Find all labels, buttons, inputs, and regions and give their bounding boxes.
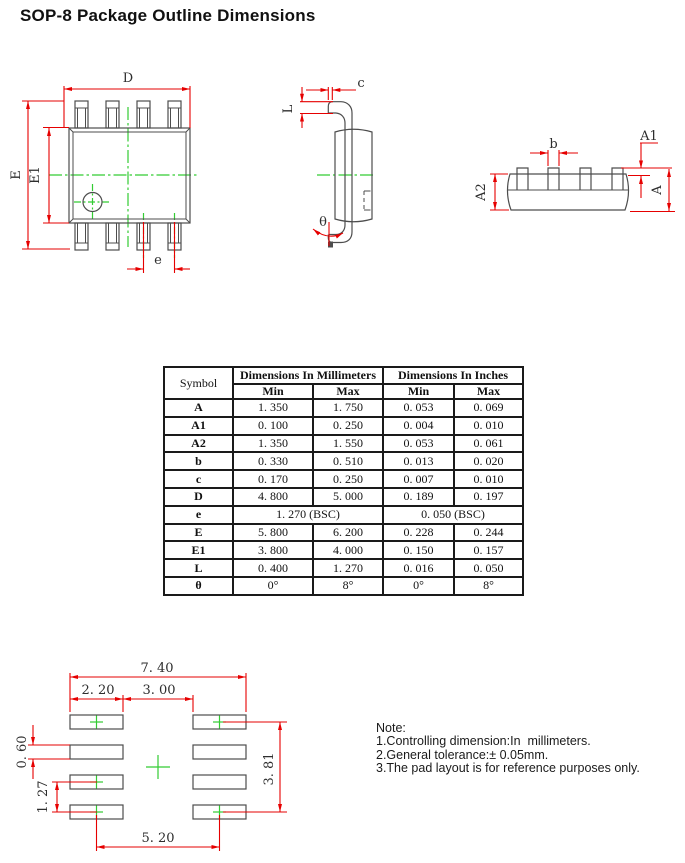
mm-min-cell: 1. 350 bbox=[233, 435, 313, 453]
symbol-cell: L bbox=[164, 559, 233, 577]
symbol-cell: D bbox=[164, 488, 233, 506]
dimensions-table bbox=[163, 366, 524, 596]
col-header-mm: Dimensions In Millimeters bbox=[233, 367, 383, 384]
in-bsc-cell: 0. 050 (BSC) bbox=[383, 506, 523, 524]
in-min-cell: 0. 228 bbox=[383, 524, 454, 542]
note-1: 1.Controlling dimension:In millimeters. bbox=[376, 734, 591, 749]
in-max-cell: 0. 010 bbox=[454, 470, 523, 488]
col-header-in-min: Min bbox=[383, 384, 454, 399]
in-max-cell: 0. 157 bbox=[454, 541, 523, 559]
mm-min-cell: 3. 800 bbox=[233, 541, 313, 559]
page-title: SOP-8 Package Outline Dimensions bbox=[20, 6, 316, 25]
mm-max-cell: 0. 510 bbox=[313, 452, 383, 470]
symbol-cell: A2 bbox=[164, 435, 233, 453]
dim-label-D: D bbox=[122, 71, 134, 86]
in-max-cell: 0. 197 bbox=[454, 488, 523, 506]
in-min-cell: 0. 004 bbox=[383, 417, 454, 435]
layout-center-mark bbox=[146, 755, 170, 779]
symbol-cell: c bbox=[164, 470, 233, 488]
dim-A2 bbox=[474, 174, 509, 210]
mm-min-cell: 0. 330 bbox=[233, 452, 313, 470]
dim-label-pad-width: 2. 20 bbox=[81, 683, 115, 698]
end-view-drawing bbox=[468, 105, 685, 225]
pad-center-marks bbox=[90, 716, 226, 819]
symbol-cell: b bbox=[164, 452, 233, 470]
table-row bbox=[164, 399, 523, 417]
col-header-symbol: Symbol bbox=[164, 367, 233, 399]
in-min-cell: 0. 016 bbox=[383, 559, 454, 577]
mm-min-cell: 4. 800 bbox=[233, 488, 313, 506]
in-max-cell: 0. 050 bbox=[454, 559, 523, 577]
in-min-cell: 0. 053 bbox=[383, 435, 454, 453]
in-min-cell: 0. 150 bbox=[383, 541, 454, 559]
dim-label-pad-height: 0. 60 bbox=[15, 735, 30, 769]
note-3: 3.The pad layout is for reference purposes only. bbox=[376, 761, 640, 776]
dim-b bbox=[530, 137, 578, 166]
dim-label-c: c bbox=[357, 76, 365, 91]
dim-label-b: b bbox=[549, 137, 558, 152]
dim-D bbox=[64, 71, 190, 128]
in-max-cell: 0. 244 bbox=[454, 524, 523, 542]
dim-label-theta: θ bbox=[319, 215, 327, 230]
mm-max-cell: 5. 000 bbox=[313, 488, 383, 506]
dim-label-overall-width: 7. 40 bbox=[140, 661, 174, 676]
in-min-cell: 0° bbox=[383, 577, 454, 595]
dim-pitch bbox=[36, 780, 97, 813]
table-row bbox=[164, 417, 523, 435]
dim-pad-width-and-gap bbox=[70, 683, 193, 712]
table-row bbox=[164, 577, 523, 595]
mm-min-cell: 5. 800 bbox=[233, 524, 313, 542]
mm-min-cell: 0. 170 bbox=[233, 470, 313, 488]
col-header-mm-min: Min bbox=[233, 384, 313, 399]
table-row bbox=[164, 470, 523, 488]
mm-max-cell: 0. 250 bbox=[313, 417, 383, 435]
package-body-end-view bbox=[507, 174, 628, 210]
symbol-cell: θ bbox=[164, 577, 233, 595]
mm-bsc-cell: 1. 270 (BSC) bbox=[233, 506, 383, 524]
mm-min-cell: 1. 350 bbox=[233, 399, 313, 417]
mm-min-cell: 0. 100 bbox=[233, 417, 313, 435]
dim-label-E1: E1 bbox=[28, 166, 43, 184]
dim-label-A2: A2 bbox=[474, 183, 489, 201]
symbol-cell: E bbox=[164, 524, 233, 542]
notes-block bbox=[376, 722, 640, 776]
notes-heading: Note: bbox=[376, 721, 406, 735]
top-view-drawing bbox=[8, 68, 218, 283]
table-row bbox=[164, 559, 523, 577]
symbol-cell: E1 bbox=[164, 541, 233, 559]
dim-bottom-span bbox=[97, 815, 220, 851]
table-row bbox=[164, 488, 523, 506]
in-max-cell: 0. 069 bbox=[454, 399, 523, 417]
dim-E1 bbox=[28, 128, 69, 224]
mm-max-cell: 1. 270 bbox=[313, 559, 383, 577]
col-header-mm-max: Max bbox=[313, 384, 383, 399]
note-2: 2.General tolerance:± 0.05mm. bbox=[376, 747, 549, 762]
dim-label-A: A bbox=[650, 185, 665, 195]
dim-label-A1: A1 bbox=[640, 129, 658, 144]
mm-max-cell: 8° bbox=[313, 577, 383, 595]
mm-min-cell: 0° bbox=[233, 577, 313, 595]
in-min-cell: 0. 189 bbox=[383, 488, 454, 506]
dim-pad-height bbox=[15, 725, 70, 779]
table-header-row bbox=[164, 367, 523, 384]
table-row bbox=[164, 452, 523, 470]
dim-label-bottom-span: 5. 20 bbox=[141, 831, 175, 846]
mold-notch bbox=[364, 191, 371, 210]
dim-row-extent bbox=[223, 722, 287, 812]
dim-label-center-gap: 3. 00 bbox=[142, 683, 176, 698]
table-row bbox=[164, 541, 523, 559]
mm-max-cell: 4. 000 bbox=[313, 541, 383, 559]
mm-min-cell: 0. 400 bbox=[233, 559, 313, 577]
in-min-cell: 0. 053 bbox=[383, 399, 454, 417]
lead-stubs bbox=[517, 168, 623, 190]
table-row bbox=[164, 524, 523, 542]
mm-max-cell: 0. 250 bbox=[313, 470, 383, 488]
table-row-e bbox=[164, 506, 523, 524]
symbol-cell: e bbox=[164, 506, 233, 524]
dim-label-row-extent: 3. 81 bbox=[262, 752, 277, 786]
in-max-cell: 0. 010 bbox=[454, 417, 523, 435]
in-max-cell: 8° bbox=[454, 577, 523, 595]
table-row bbox=[164, 435, 523, 453]
side-view-drawing bbox=[281, 75, 395, 260]
dim-L bbox=[281, 87, 333, 128]
pad-layout-drawing bbox=[15, 648, 308, 860]
mm-max-cell: 1. 750 bbox=[313, 399, 383, 417]
mm-max-cell: 6. 200 bbox=[313, 524, 383, 542]
dim-label-pitch: 1. 27 bbox=[36, 780, 51, 814]
in-max-cell: 0. 061 bbox=[454, 435, 523, 453]
in-min-cell: 0. 013 bbox=[383, 452, 454, 470]
col-header-inch: Dimensions In Inches bbox=[383, 367, 523, 384]
symbol-cell: A1 bbox=[164, 417, 233, 435]
dim-label-L: L bbox=[281, 104, 296, 114]
dim-label-e: e bbox=[154, 253, 162, 268]
col-header-in-max: Max bbox=[454, 384, 523, 399]
mm-max-cell: 1. 550 bbox=[313, 435, 383, 453]
in-max-cell: 0. 020 bbox=[454, 452, 523, 470]
dim-c bbox=[306, 76, 365, 100]
dim-label-E: E bbox=[9, 170, 24, 180]
symbol-cell: A bbox=[164, 399, 233, 417]
in-min-cell: 0. 007 bbox=[383, 470, 454, 488]
